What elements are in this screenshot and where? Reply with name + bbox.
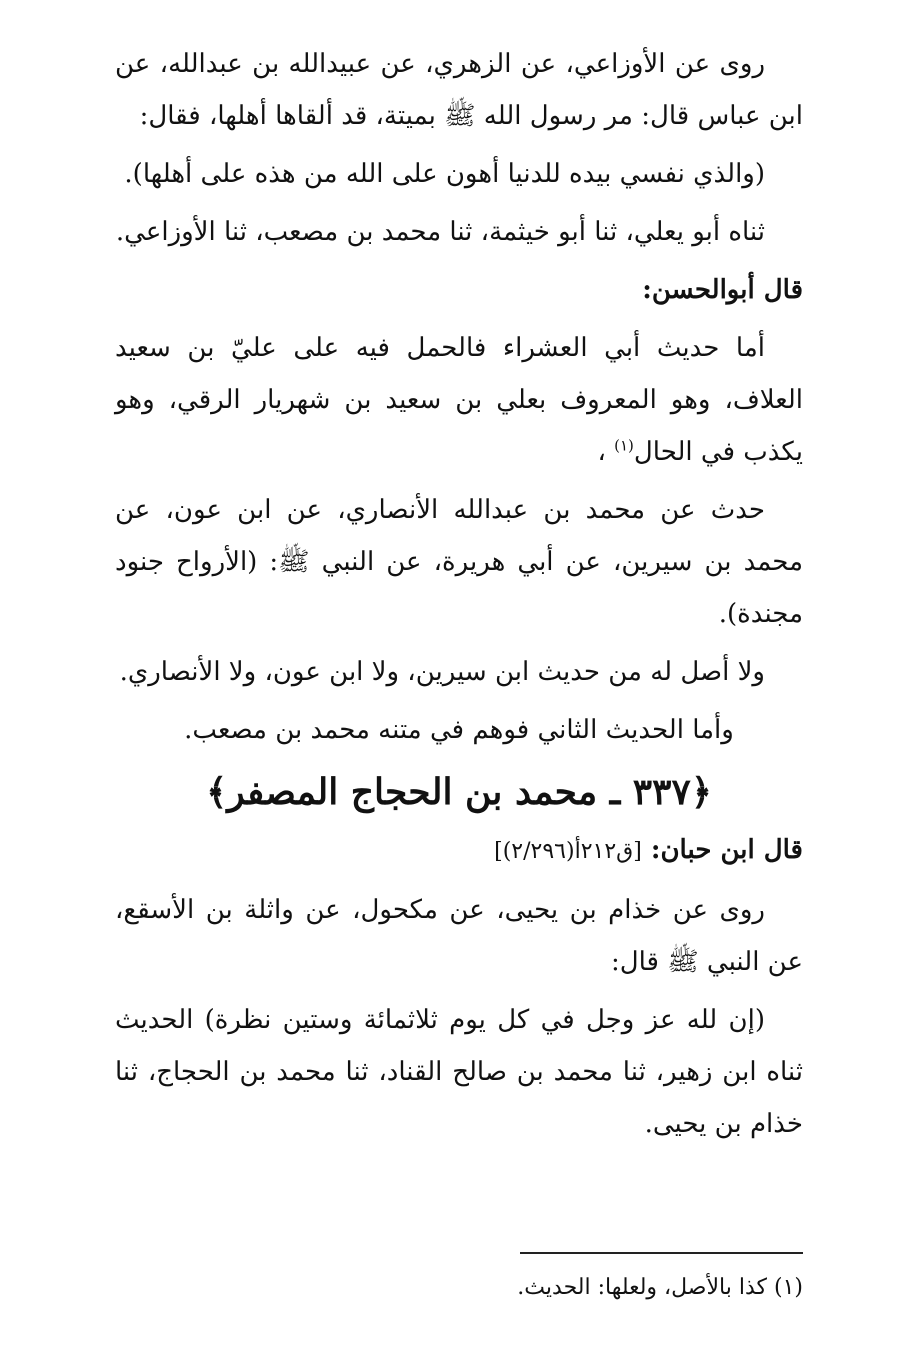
- paragraph-2: (والذي نفسي بيده للدنيا أهون على الله من هذه على أهلها).: [124, 159, 765, 189]
- section-heading: قال أبوالحسن:: [642, 275, 803, 305]
- paragraph-5-text: أما حديث أبي العشراء فالحمل فيه على عليّ بن سعيد العلاف، وهو المعروف بعلي بن سعيد بن شهريار الرقي، وهو يكذب في الحال: [115, 333, 803, 467]
- paragraph-8: وأما الحديث الثاني فوهم في متنه محمد بن مصعب.: [184, 715, 734, 745]
- paragraph-3: ثناه أبو يعلي، ثنا أبو خيثمة، ثنا محمد بن مصعب، ثنا الأوزاعي.: [115, 217, 765, 247]
- paragraph-5-trail: ،: [597, 437, 606, 467]
- paragraph-1: روى عن الأوزاعي، عن الزهري، عن عبيدالله بن عبدالله، عن ابن عباس قال: مر رسول الله ﷺ بميتة، قد ألقاها أهلها، فقال:: [115, 49, 803, 131]
- source-line: [115, 824, 803, 878]
- paragraph-10: (إن لله عز وجل في كل يوم ثلاثمائة وستين نظرة) الحديث ثناه ابن زهير، ثنا محمد بن صالح القناد، ثنا محمد بن الحجاج، ثنا خذام بن يحيى.: [115, 1005, 803, 1139]
- paragraph-7: ولا أصل له من حديث ابن سيرين، ولا ابن عون، ولا الأنصاري.: [119, 657, 765, 687]
- paragraph-6: حدث عن محمد بن عبدالله الأنصاري، عن ابن عون، عن محمد بن سيرين، عن أبي هريرة، عن النبي ﷺ: (الأرواح جنود مجندة).: [115, 495, 803, 629]
- chapter-title: ﴿٣٣٧ ـ محمد بن الحجاج المصفر﴾: [206, 771, 712, 813]
- source-ref: [ق٢١٢أ(٢/٢٩٦)]: [494, 839, 642, 864]
- footnote-marker: (١): [614, 436, 634, 455]
- footnote: (١) كذا بالأصل، ولعلها: الحديث.: [517, 1275, 803, 1300]
- paragraph-5: [115, 322, 803, 478]
- footnote-divider: [520, 1252, 803, 1254]
- page-body: [115, 38, 803, 1156]
- paragraph-9: روى عن خذام بن يحيى، عن مكحول، عن واثلة بن الأسقع، عن النبي ﷺ قال:: [115, 895, 803, 977]
- source-label: قال ابن حبان:: [650, 835, 803, 865]
